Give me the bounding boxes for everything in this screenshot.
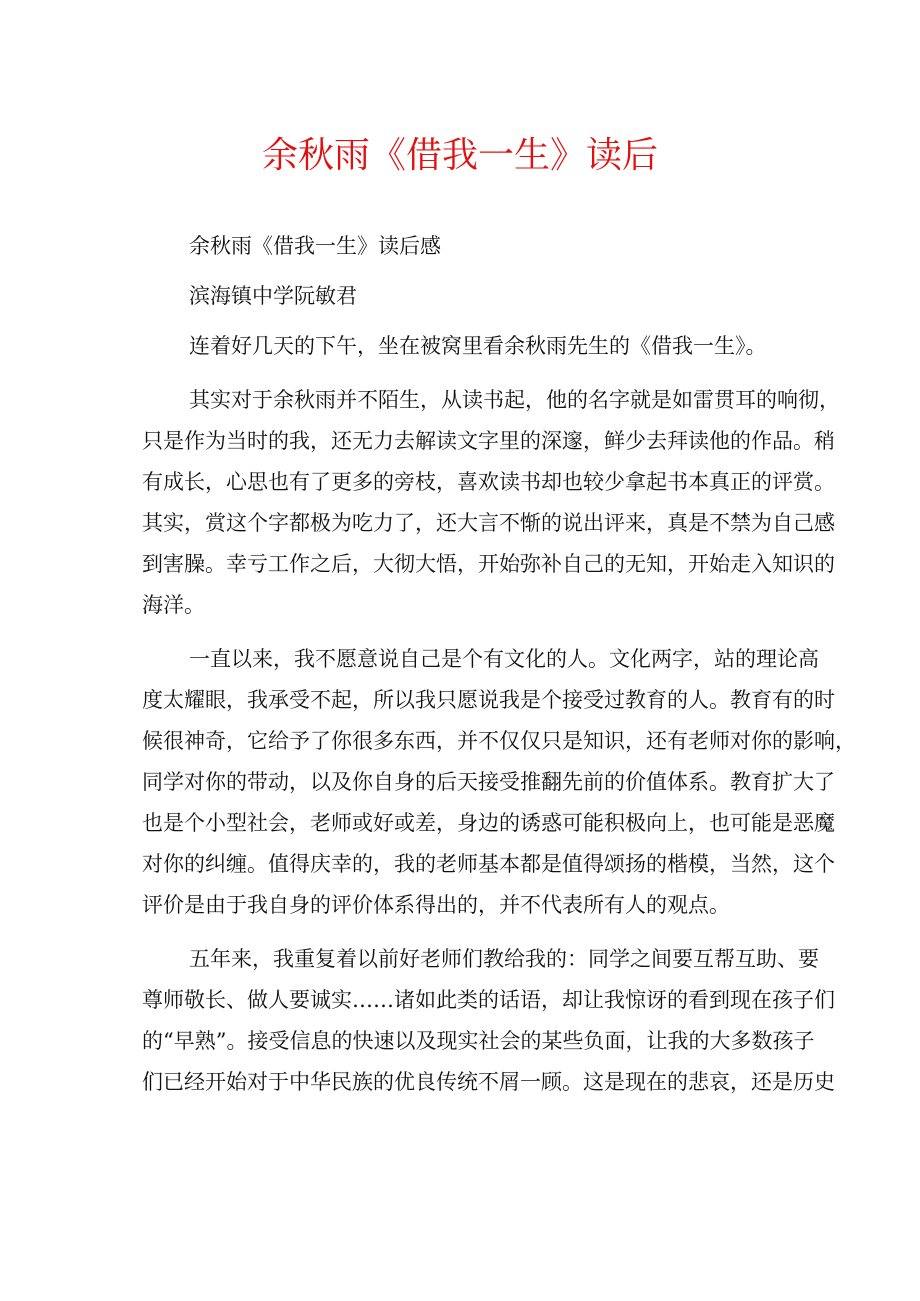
document-title: 余秋雨《借我一生》读后	[261, 135, 658, 176]
paragraph-author	[142, 276, 787, 317]
paragraph-1	[142, 380, 840, 626]
text-line: 度太耀眼，我承受不起，所以我只愿说我是个接受过教育的人。教育有的时	[142, 688, 835, 712]
text-line: 有成长，心思也有了更多的旁枝，喜欢读书却也较少拿起书本真正的评赏。	[142, 470, 835, 494]
paragraph-3	[142, 939, 835, 1103]
text-line: 只是作为当时的我，还无力去解读文字里的深邃，鲜少去拜读他的作品。稍	[142, 429, 835, 453]
text-line: 对你的纠缠。值得庆幸的，我的老师基本都是值得颂扬的楷模，当然，这个	[142, 852, 835, 876]
text-line: 到害臊。幸亏工作之后，大彻大悟，开始弥补自己的无知，开始走入知识的	[142, 552, 835, 576]
text-line: 其实对于余秋雨并不陌生，从读书起，他的名字就是如雷贯耳的响彻，	[189, 388, 840, 412]
text-line: 连着好几天的下午，坐在被窝里看余秋雨先生的《借我一生》。	[189, 334, 767, 358]
text-line: 其实，赏这个字都极为吃力了，还大言不惭的说出评来，真是不禁为自己感	[142, 511, 835, 535]
text-line: 同学对你的带动，以及你自身的后天接受推翻先前的价值体系。教育扩大了	[142, 770, 835, 794]
text-line: 们已经开始对于中华民族的优良传统不屑一顾。这是现在的悲哀，还是历史	[142, 1070, 835, 1094]
paragraph-intro	[142, 326, 787, 367]
text-line: 五年来，我重复着以前好老师们教给我的：同学之间要互帮互助、要	[189, 947, 819, 971]
document-body	[142, 226, 856, 1116]
text-line: 的“早熟”。接受信息的快速以及现实社会的某些负面，让我的大多数孩子	[142, 1029, 815, 1053]
text-line: 评价是由于我自身的评价体系得出的，并不代表所有人的观点。	[142, 893, 730, 917]
text-line: 尊师敬长、做人要诚实……诸如此类的话语，却让我惊讶的看到现在孩子们	[142, 988, 835, 1012]
text-line: 也是个小型社会，老师或好或差，身边的诱惑可能积极向上，也可能是恶魔	[142, 811, 835, 835]
paragraph-2	[142, 639, 856, 926]
paragraph-subtitle	[142, 226, 787, 267]
text-line: 海洋。	[142, 593, 205, 617]
text-line: 候很神奇，它给予了你很多东西，并不仅仅只是知识，还有老师对你的影响，	[142, 729, 856, 753]
text-line: 余秋雨《借我一生》读后感	[189, 234, 441, 258]
text-line: 滨海镇中学阮敏君	[189, 284, 357, 308]
text-line: 一直以来，我不愿意说自己是个有文化的人。文化两字，站的理论高	[189, 647, 819, 671]
